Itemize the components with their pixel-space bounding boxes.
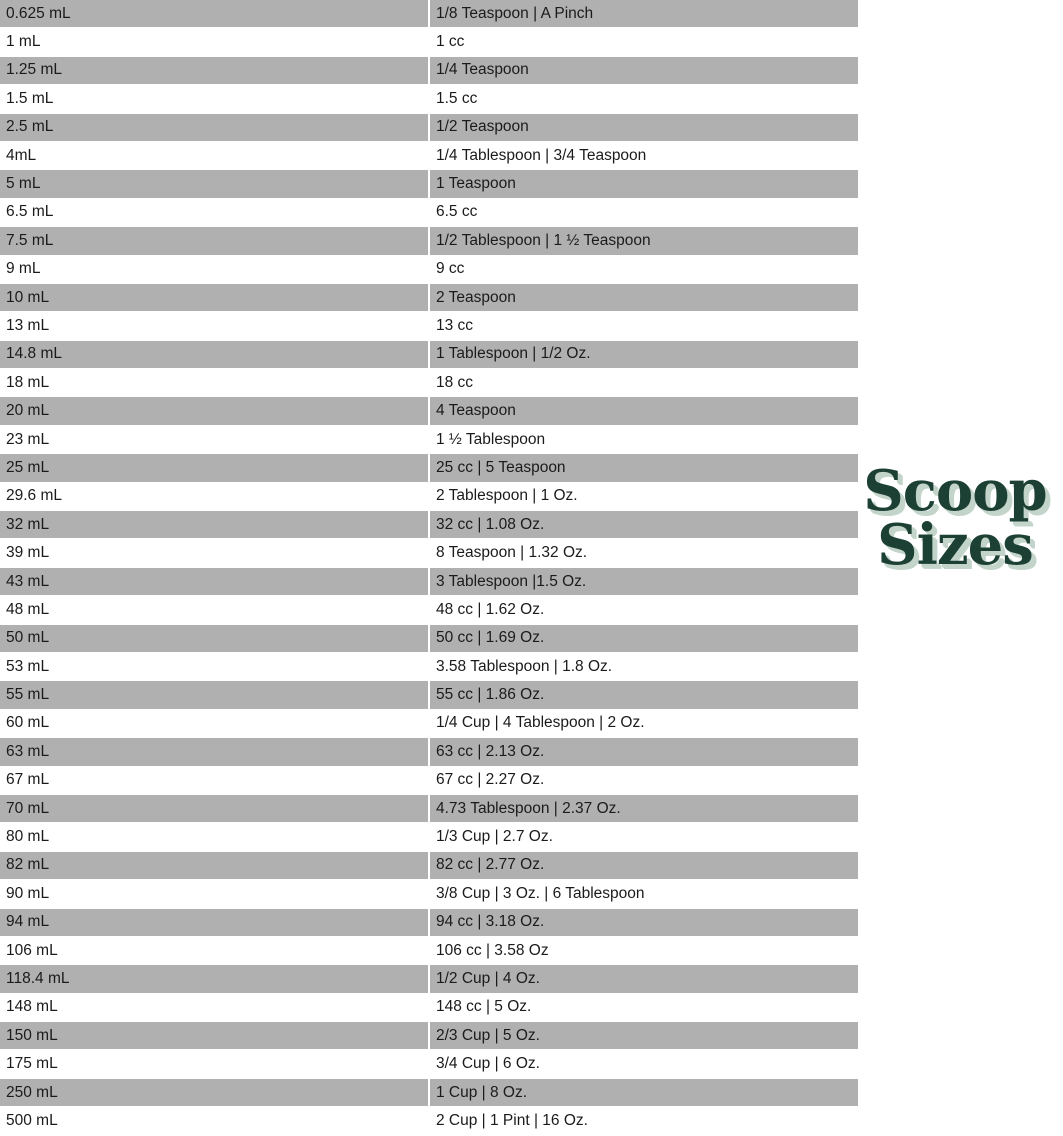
cell-milliliters: 90 mL [0,880,429,908]
cell-milliliters: 13 mL [0,312,429,340]
cell-equivalent: 1 Teaspoon [429,170,858,198]
cell-milliliters: 67 mL [0,766,429,794]
cell-milliliters: 2.5 mL [0,113,429,141]
table-row [0,709,858,737]
cell-milliliters: 0.625 mL [0,0,429,28]
cell-equivalent: 13 cc [429,312,858,340]
table-row [0,227,858,255]
cell-milliliters: 70 mL [0,794,429,822]
table-row [0,823,858,851]
cell-equivalent: 1/4 Teaspoon [429,56,858,84]
cell-equivalent: 1/2 Teaspoon [429,113,858,141]
table-row [0,198,858,226]
table-row [0,425,858,453]
table-row [0,738,858,766]
cell-milliliters: 118.4 mL [0,965,429,993]
cell-equivalent: 82 cc | 2.77 Oz. [429,851,858,879]
table-row [0,85,858,113]
table-row [0,1022,858,1050]
cell-equivalent: 2 Tablespoon | 1 Oz. [429,482,858,510]
table-row [0,936,858,964]
cell-milliliters: 60 mL [0,709,429,737]
cell-equivalent: 18 cc [429,369,858,397]
cell-milliliters: 32 mL [0,511,429,539]
cell-milliliters: 23 mL [0,425,429,453]
cell-equivalent: 3/4 Cup | 6 Oz. [429,1050,858,1078]
cell-milliliters: 25 mL [0,454,429,482]
cell-equivalent: 8 Teaspoon | 1.32 Oz. [429,539,858,567]
cell-equivalent: 48 cc | 1.62 Oz. [429,596,858,624]
table-row [0,283,858,311]
cell-milliliters: 1 mL [0,28,429,56]
table-row [0,539,858,567]
table-row [0,880,858,908]
table-row [0,596,858,624]
cell-equivalent: 1/4 Tablespoon | 3/4 Teaspoon [429,141,858,169]
cell-milliliters: 148 mL [0,993,429,1021]
cell-milliliters: 5 mL [0,170,429,198]
table-row [0,681,858,709]
cell-milliliters: 4mL [0,141,429,169]
table-row [0,567,858,595]
cell-equivalent: 1/4 Cup | 4 Tablespoon | 2 Oz. [429,709,858,737]
cell-milliliters: 10 mL [0,283,429,311]
cell-equivalent: 1 Tablespoon | 1/2 Oz. [429,340,858,368]
table-row [0,965,858,993]
table-row [0,312,858,340]
table-row [0,28,858,56]
table-row [0,511,858,539]
cell-equivalent: 1/3 Cup | 2.7 Oz. [429,823,858,851]
cell-milliliters: 53 mL [0,652,429,680]
table-row [0,454,858,482]
table-row [0,170,858,198]
cell-milliliters: 39 mL [0,539,429,567]
page-title [855,458,1055,578]
cell-equivalent: 55 cc | 1.86 Oz. [429,681,858,709]
cell-equivalent: 63 cc | 2.13 Oz. [429,738,858,766]
cell-milliliters: 150 mL [0,1022,429,1050]
cell-equivalent: 67 cc | 2.27 Oz. [429,766,858,794]
cell-equivalent: 2/3 Cup | 5 Oz. [429,1022,858,1050]
cell-milliliters: 82 mL [0,851,429,879]
cell-milliliters: 175 mL [0,1050,429,1078]
cell-milliliters: 20 mL [0,397,429,425]
cell-milliliters: 63 mL [0,738,429,766]
title-line-sizes: Sizes [877,511,1033,578]
cell-equivalent: 9 cc [429,255,858,283]
table-row [0,851,858,879]
cell-equivalent: 4.73 Tablespoon | 2.37 Oz. [429,794,858,822]
cell-equivalent: 1 cc [429,28,858,56]
cell-equivalent: 6.5 cc [429,198,858,226]
cell-equivalent: 50 cc | 1.69 Oz. [429,624,858,652]
table-row [0,340,858,368]
table-row [0,794,858,822]
table-row [0,1078,858,1106]
table-row [0,652,858,680]
cell-equivalent: 4 Teaspoon [429,397,858,425]
cell-milliliters: 9 mL [0,255,429,283]
table-row [0,255,858,283]
title-line-scoop: Scoop [863,458,1047,524]
table-row [0,397,858,425]
cell-milliliters: 94 mL [0,908,429,936]
cell-milliliters: 7.5 mL [0,227,429,255]
cell-milliliters: 18 mL [0,369,429,397]
table-row [0,0,858,28]
cell-milliliters: 55 mL [0,681,429,709]
cell-milliliters: 29.6 mL [0,482,429,510]
cell-equivalent: 2 Cup | 1 Pint | 16 Oz. [429,1107,858,1135]
table-row [0,766,858,794]
cell-equivalent: 3.58 Tablespoon | 1.8 Oz. [429,652,858,680]
cell-equivalent: 1/2 Cup | 4 Oz. [429,965,858,993]
cell-milliliters: 6.5 mL [0,198,429,226]
cell-equivalent: 3/8 Cup | 3 Oz. | 6 Tablespoon [429,880,858,908]
cell-milliliters: 80 mL [0,823,429,851]
table-row [0,908,858,936]
cell-equivalent: 1 ½ Tablespoon [429,425,858,453]
table-row [0,993,858,1021]
table-row [0,56,858,84]
table-row [0,141,858,169]
cell-equivalent: 94 cc | 3.18 Oz. [429,908,858,936]
cell-equivalent: 148 cc | 5 Oz. [429,993,858,1021]
table-row [0,113,858,141]
cell-equivalent: 25 cc | 5 Teaspoon [429,454,858,482]
cell-milliliters: 14.8 mL [0,340,429,368]
cell-milliliters: 1.25 mL [0,56,429,84]
cell-milliliters: 50 mL [0,624,429,652]
table-row [0,482,858,510]
cell-equivalent: 2 Teaspoon [429,283,858,311]
cell-milliliters: 43 mL [0,567,429,595]
cell-milliliters: 500 mL [0,1107,429,1135]
table-row [0,1050,858,1078]
cell-equivalent: 1 Cup | 8 Oz. [429,1078,858,1106]
cell-milliliters: 1.5 mL [0,85,429,113]
cell-equivalent: 1/2 Tablespoon | 1 ½ Teaspoon [429,227,858,255]
cell-milliliters: 250 mL [0,1078,429,1106]
table-row [0,369,858,397]
cell-milliliters: 106 mL [0,936,429,964]
cell-milliliters: 48 mL [0,596,429,624]
cell-equivalent: 106 cc | 3.58 Oz [429,936,858,964]
table-row [0,624,858,652]
cell-equivalent: 1/8 Teaspoon | A Pinch [429,0,858,28]
cell-equivalent: 32 cc | 1.08 Oz. [429,511,858,539]
cell-equivalent: 1.5 cc [429,85,858,113]
table-row [0,1107,858,1135]
cell-equivalent: 3 Tablespoon |1.5 Oz. [429,567,858,595]
